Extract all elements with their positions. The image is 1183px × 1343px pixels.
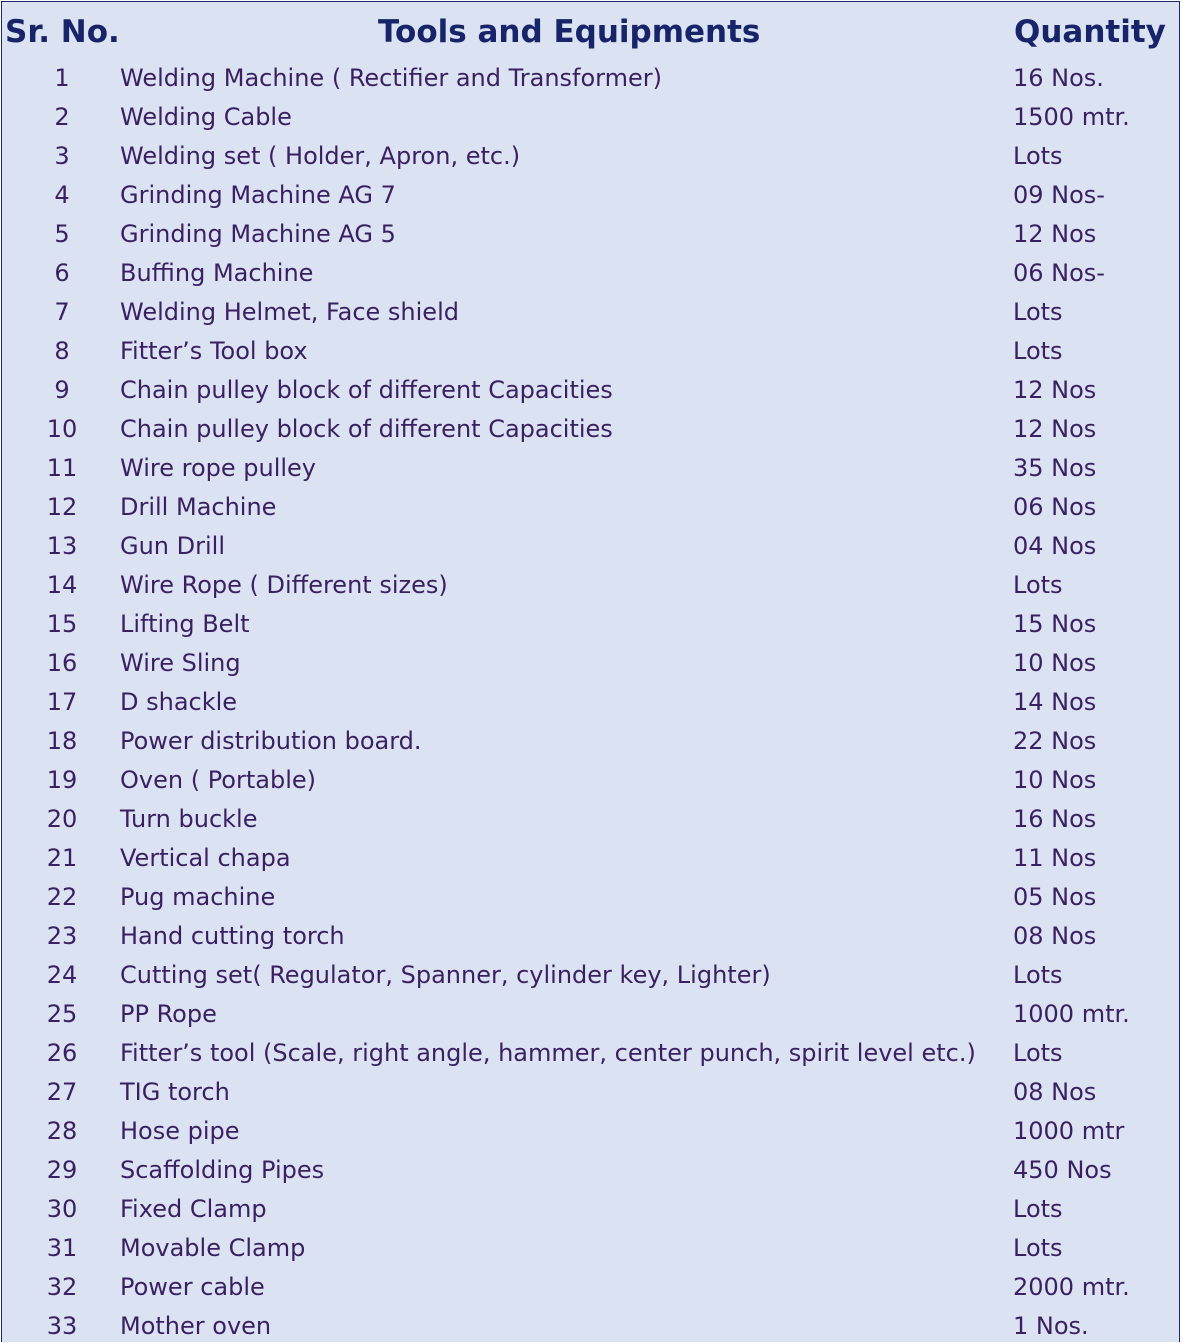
row-quantity: 14 Nos bbox=[1013, 688, 1097, 716]
table-row bbox=[2, 1112, 1179, 1151]
row-item: Welding Machine ( Rectifier and Transformer) bbox=[120, 64, 662, 92]
table-row bbox=[2, 488, 1179, 527]
row-sr-no: 20 bbox=[46, 805, 78, 833]
row-item: Wire rope pulley bbox=[120, 454, 317, 482]
table-row bbox=[2, 683, 1179, 722]
row-quantity: 06 Nos- bbox=[1013, 259, 1105, 287]
table-row bbox=[2, 878, 1179, 917]
table-row bbox=[2, 839, 1179, 878]
row-quantity: Lots bbox=[1013, 298, 1063, 326]
table-row bbox=[2, 1151, 1179, 1190]
row-sr-no: 17 bbox=[46, 688, 78, 716]
row-quantity: Lots bbox=[1013, 1234, 1063, 1262]
row-sr-no: 27 bbox=[46, 1078, 78, 1106]
row-item: Cutting set( Regulator, Spanner, cylinder key, Lighter) bbox=[120, 961, 771, 989]
row-sr-no: 28 bbox=[46, 1117, 78, 1145]
table-row bbox=[2, 917, 1179, 956]
row-sr-no: 16 bbox=[46, 649, 78, 677]
row-item: Wire Rope ( Different sizes) bbox=[120, 571, 448, 599]
row-sr-no: 19 bbox=[46, 766, 78, 794]
row-quantity: 04 Nos bbox=[1013, 532, 1097, 560]
row-quantity: Lots bbox=[1013, 961, 1063, 989]
row-item: Fitter’s Tool box bbox=[120, 337, 308, 365]
row-sr-no: 29 bbox=[46, 1156, 78, 1184]
row-item: Movable Clamp bbox=[120, 1234, 306, 1262]
row-sr-no: 15 bbox=[46, 610, 78, 638]
row-quantity: Lots bbox=[1013, 1039, 1063, 1067]
row-sr-no: 26 bbox=[46, 1039, 78, 1067]
row-quantity: 1 Nos. bbox=[1013, 1312, 1089, 1340]
table-row bbox=[2, 1073, 1179, 1112]
row-sr-no: 6 bbox=[54, 259, 70, 287]
row-quantity: 12 Nos bbox=[1013, 376, 1097, 404]
row-sr-no: 5 bbox=[54, 220, 70, 248]
row-quantity: 450 Nos bbox=[1013, 1156, 1112, 1184]
row-quantity: 05 Nos bbox=[1013, 883, 1097, 911]
row-sr-no: 22 bbox=[46, 883, 78, 911]
row-item: Chain pulley block of different Capacities bbox=[120, 376, 613, 404]
table-row bbox=[2, 761, 1179, 800]
row-quantity: 08 Nos bbox=[1013, 1078, 1097, 1106]
row-sr-no: 31 bbox=[46, 1234, 78, 1262]
row-sr-no: 3 bbox=[54, 142, 70, 170]
row-quantity: 1000 mtr bbox=[1013, 1117, 1125, 1145]
table-row bbox=[2, 254, 1179, 293]
table-row bbox=[2, 1034, 1179, 1073]
row-sr-no: 13 bbox=[46, 532, 78, 560]
row-quantity: 08 Nos bbox=[1013, 922, 1097, 950]
header-quantity: Quantity bbox=[1014, 14, 1166, 50]
row-item: Welding set ( Holder, Apron, etc.) bbox=[120, 142, 521, 170]
row-quantity: 35 Nos bbox=[1013, 454, 1097, 482]
row-item: Turn buckle bbox=[120, 805, 258, 833]
row-item: Fixed Clamp bbox=[120, 1195, 267, 1223]
row-item: Power distribution board. bbox=[120, 727, 422, 755]
table-row bbox=[2, 800, 1179, 839]
table-row bbox=[2, 1307, 1179, 1342]
table-row bbox=[2, 527, 1179, 566]
table-row bbox=[2, 644, 1179, 683]
table-row bbox=[2, 1190, 1179, 1229]
table-row bbox=[2, 137, 1179, 176]
row-sr-no: 23 bbox=[46, 922, 78, 950]
table-row bbox=[2, 1229, 1179, 1268]
row-quantity: 11 Nos bbox=[1013, 844, 1097, 872]
row-item: Lifting Belt bbox=[120, 610, 250, 638]
row-item: Vertical chapa bbox=[120, 844, 291, 872]
row-sr-no: 4 bbox=[54, 181, 70, 209]
row-item: Hose pipe bbox=[120, 1117, 240, 1145]
row-sr-no: 18 bbox=[46, 727, 78, 755]
table-body bbox=[2, 59, 1179, 1342]
row-sr-no: 33 bbox=[46, 1312, 78, 1340]
row-item: Welding Helmet, Face shield bbox=[120, 298, 459, 326]
row-sr-no: 10 bbox=[46, 415, 78, 443]
row-sr-no: 8 bbox=[54, 337, 70, 365]
row-item: Chain pulley block of different Capacities bbox=[120, 415, 613, 443]
table-header bbox=[2, 2, 1179, 58]
row-item: Scaffolding Pipes bbox=[120, 1156, 325, 1184]
row-item: Buffing Machine bbox=[120, 259, 314, 287]
row-quantity: 12 Nos bbox=[1013, 220, 1097, 248]
row-item: PP Rope bbox=[120, 1000, 217, 1028]
row-item: Grinding Machine AG 5 bbox=[120, 220, 396, 248]
row-item: Drill Machine bbox=[120, 493, 277, 521]
table-row bbox=[2, 605, 1179, 644]
row-item: Mother oven bbox=[120, 1312, 272, 1340]
row-quantity: Lots bbox=[1013, 1195, 1063, 1223]
row-quantity: 06 Nos bbox=[1013, 493, 1097, 521]
row-quantity: 10 Nos bbox=[1013, 649, 1097, 677]
table-row bbox=[2, 98, 1179, 137]
row-item: TIG torch bbox=[120, 1078, 230, 1106]
row-quantity: 16 Nos bbox=[1013, 805, 1097, 833]
header-tools: Tools and Equipments bbox=[378, 14, 761, 50]
row-sr-no: 25 bbox=[46, 1000, 78, 1028]
row-quantity: 12 Nos bbox=[1013, 415, 1097, 443]
row-sr-no: 7 bbox=[54, 298, 70, 326]
row-sr-no: 24 bbox=[46, 961, 78, 989]
row-sr-no: 21 bbox=[46, 844, 78, 872]
table-row bbox=[2, 566, 1179, 605]
row-item: Power cable bbox=[120, 1273, 265, 1301]
row-item: Gun Drill bbox=[120, 532, 225, 560]
row-sr-no: 32 bbox=[46, 1273, 78, 1301]
row-quantity: 2000 mtr. bbox=[1013, 1273, 1130, 1301]
equipment-table bbox=[1, 1, 1180, 1342]
table-row bbox=[2, 332, 1179, 371]
header-sr-no: Sr. No. bbox=[5, 14, 120, 50]
table-row bbox=[2, 371, 1179, 410]
row-item: Pug machine bbox=[120, 883, 276, 911]
table-row bbox=[2, 59, 1179, 98]
row-item: D shackle bbox=[120, 688, 238, 716]
row-quantity: 16 Nos. bbox=[1013, 64, 1104, 92]
row-quantity: 22 Nos bbox=[1013, 727, 1097, 755]
row-quantity: 10 Nos bbox=[1013, 766, 1097, 794]
row-sr-no: 9 bbox=[54, 376, 70, 404]
row-item: Grinding Machine AG 7 bbox=[120, 181, 396, 209]
table-row bbox=[2, 215, 1179, 254]
table-row bbox=[2, 293, 1179, 332]
table-row bbox=[2, 176, 1179, 215]
table-row bbox=[2, 722, 1179, 761]
row-item: Fitter’s tool (Scale, right angle, hammer, center punch, spirit level etc.) bbox=[120, 1039, 976, 1067]
table-row bbox=[2, 995, 1179, 1034]
table-row bbox=[2, 1268, 1179, 1307]
row-quantity: 1500 mtr. bbox=[1013, 103, 1130, 131]
row-sr-no: 1 bbox=[54, 64, 70, 92]
row-item: Oven ( Portable) bbox=[120, 766, 317, 794]
row-quantity: Lots bbox=[1013, 571, 1063, 599]
row-quantity: Lots bbox=[1013, 142, 1063, 170]
row-item: Welding Cable bbox=[120, 103, 292, 131]
table-row bbox=[2, 449, 1179, 488]
row-sr-no: 12 bbox=[46, 493, 78, 521]
row-sr-no: 11 bbox=[46, 454, 78, 482]
row-quantity: 15 Nos bbox=[1013, 610, 1097, 638]
row-quantity: 1000 mtr. bbox=[1013, 1000, 1130, 1028]
row-sr-no: 30 bbox=[46, 1195, 78, 1223]
table-row bbox=[2, 956, 1179, 995]
row-sr-no: 14 bbox=[46, 571, 78, 599]
row-quantity: Lots bbox=[1013, 337, 1063, 365]
table-row bbox=[2, 410, 1179, 449]
row-item: Hand cutting torch bbox=[120, 922, 345, 950]
row-sr-no: 2 bbox=[54, 103, 70, 131]
row-item: Wire Sling bbox=[120, 649, 241, 677]
row-quantity: 09 Nos- bbox=[1013, 181, 1105, 209]
